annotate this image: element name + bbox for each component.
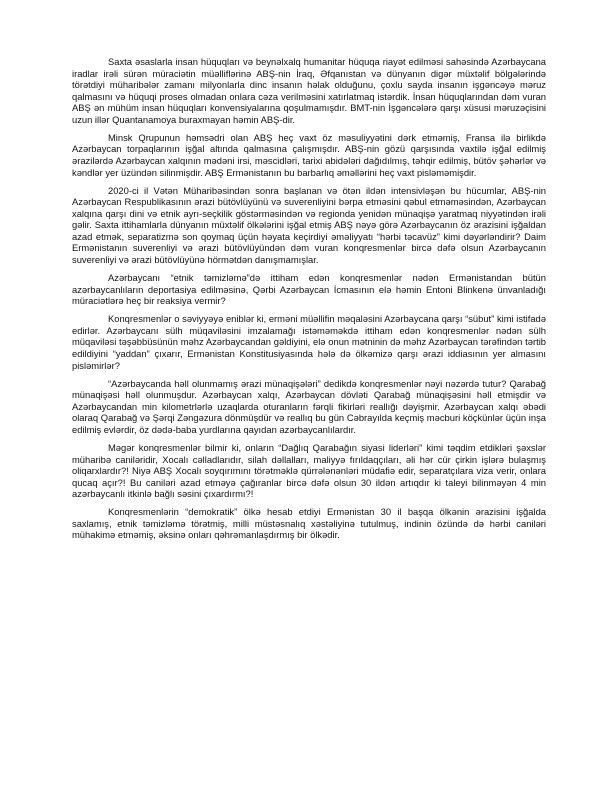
paragraph-8: Konqresmenlərin “demokratik” ölkə hesab etdiyi Ermənistan 30 il başqa ölkənin ərazisini işğalda saxlamış, etnik təmizləmə törətmiş, milli müstəsnalıq xəstəliyinə tutulmuş, indinin özündə də hərbi caniləri mühakimə etməmiş, əksinə onları qəhrəmanlaşdırmış bir ölkədir. [72, 506, 546, 541]
paragraph-1: Saxta əsaslarla insan hüquqları və beynəlxalq humanitar hüquqa riayət edilməsi sahəsində Azərbaycana iradlar irəli sürən müraciətin müəlliflərinə ABŞ-nin İraq, Əfqanıstan və dünyanın digər müxtəlif bölgələrində törətdiyi müharibələr zamanı milyonlarla dinc insanın həlak olduğunu, çoxlu sayda insanın işgəncəyə məruz qalmasını və hüquqi proses olmadan onlara cəza verilməsini xatırlatmaq istərdik. İnsan hüquqlarından dəm vuran ABŞ ən mühüm insan hüquqları konvensiyalarına qoşulmamışdır. BMT-nin İşgəncələrə qarşı xüsusi məruzəçisini uzun illər Quantanamoya buraxmayan həmin ABŞ-dir. [72, 56, 546, 125]
paragraph-7: Məgər konqresmenlər bilmir ki, onların “Dağlıq Qarabağın siyasi liderləri” kimi təqdim etdikləri şəxslər müharibə caniləridir, Xocalı cəlladlarıdır, silah dəllalları, maliyyə fırıldaqçıları, əli hər cür çirkin işlərə bulaşmış oliqarxlardır?! Niyə ABŞ Xocalı soyqırımını törətməklə qürrələnənləri müdafiə edir, separatçılara viza verir, onlara qucaq açır?! Bu caniləri azad etməyə çağıranlar bircə dəfə olsun 30 ildən artıqdır ki taleyi bilinməyən 4 min azərbaycanlı itkinlə bağlı səsini çıxardırmı?! [72, 441, 546, 500]
paragraph-5: Konqresmenlər o səviyyəyə eniblər ki, erməni müəllifin məqaləsini Azərbaycana qarşı “sübut” kimi istifadə edirlər. Azərbaycanı sülh müqaviləsini imzalamağı istəməməkdə ittiham edən konqresmenlər nədən sülh müqaviləsi təşəbbüsünün məhz Azərbaycandan gəldiyini, elə onun mətninin də məhz Azərbaycan tərəfindən tərtib edildiyini “yaddan” çıxarır, Ermənistan Konstitusiyasında hələ də ölkəmizə qarşı ərazi iddiasının yer almasını pisləmirlər? [72, 313, 546, 371]
paragraph-4: Azərbaycanı “etnik təmizləmə”də ittiham edən konqresmenlər nədən Ermənistandan bütün azərbaycanlıların deportasiya edilməsinə, Qərbi Azərbaycan İcmasının elə həmin Entoni Blinkenə ünvanladığı müraciətlərə heç bir reaksiya vermir? [72, 272, 546, 307]
paragraph-6: “Azərbaycanda həll olunmamış ərazi münaqişələri” dedikdə konqresmenlər nəyi nəzərdə tutur? Qarabağ münaqişəsi həll olunmuşdur. Azərbaycan xalqı, Azərbaycan dövləti Qarabağ münaqişəsini həll etmişdir və Azərbaycandan min kilometrlərlə uzaqlarda oturanların fərqli fikirləri reallığı dəyişmir. Azərbaycan xalqı əbədi olaraq Qarabağ və Şərqi Zəngəzura dönmüşdür və reallıq bu gün Cəbrayılda keçmiş məcburi köçkünlər üçün inşa edilmiş evlərdir, öz dədə-baba yurdlarına qayıdan azərbaycanlılardır. [72, 377, 546, 435]
paragraph-2: Minsk Qrupunun həmsədri olan ABŞ heç vaxt öz məsuliyyətini dərk etməmiş, Fransa ilə birlikdə Azərbaycan torpaqlarının işğal altında qalmasına çalışmışdır. ABŞ-nin gözü qarşısında vaxtilə işğal edilmiş ərazilərdə Azərbaycan xalqının mədəni irsi, məscidləri, tarixi abidələri dağıdılmış, təhqir edilmiş, bütöv şəhərlər və kəndlər yer üzündən silinmişdir. ABŞ Ermənistanın bu barbarlıq əməllərini heç vaxt pisləməmişdir. [72, 131, 546, 178]
document-body [72, 56, 546, 548]
paragraph-3: 2020-ci il Vətən Müharibəsindən sonra başlanan və ötən ildən intensivləşən bu hücumlar, ABŞ-nin Azərbaycan Respublikasının ərazi bütövlüyünü və suverenliyini bərpa etməsini qəbul etməməsindən, Azərbaycan xalqına qarşı dini və etnik ayrı-seçkilik göstərməsindən və regionda yenidən münaqişə yaratmaq niyyətindən irəli gəlir. Saxta ittihamlarla dünyanın müxtəlif ölkələrini işğal etmiş ABŞ nəyə görə Azərbaycanın öz ərazisini işğaldan azad etmək, separatizmə son qoymaq üçün həyata keçirdiyi əməliyyatı “hərbi təcavüz” kimi dəyərləndirir? Daim Ermənistanın suverenliyi və ərazi bütövlüyündən dəm vuran konqresmenlər bircə dəfə olsun Azərbaycanın suverenliyi və ərazi bütövlüyünə hörmətdən danışmamışlar. [72, 184, 546, 265]
